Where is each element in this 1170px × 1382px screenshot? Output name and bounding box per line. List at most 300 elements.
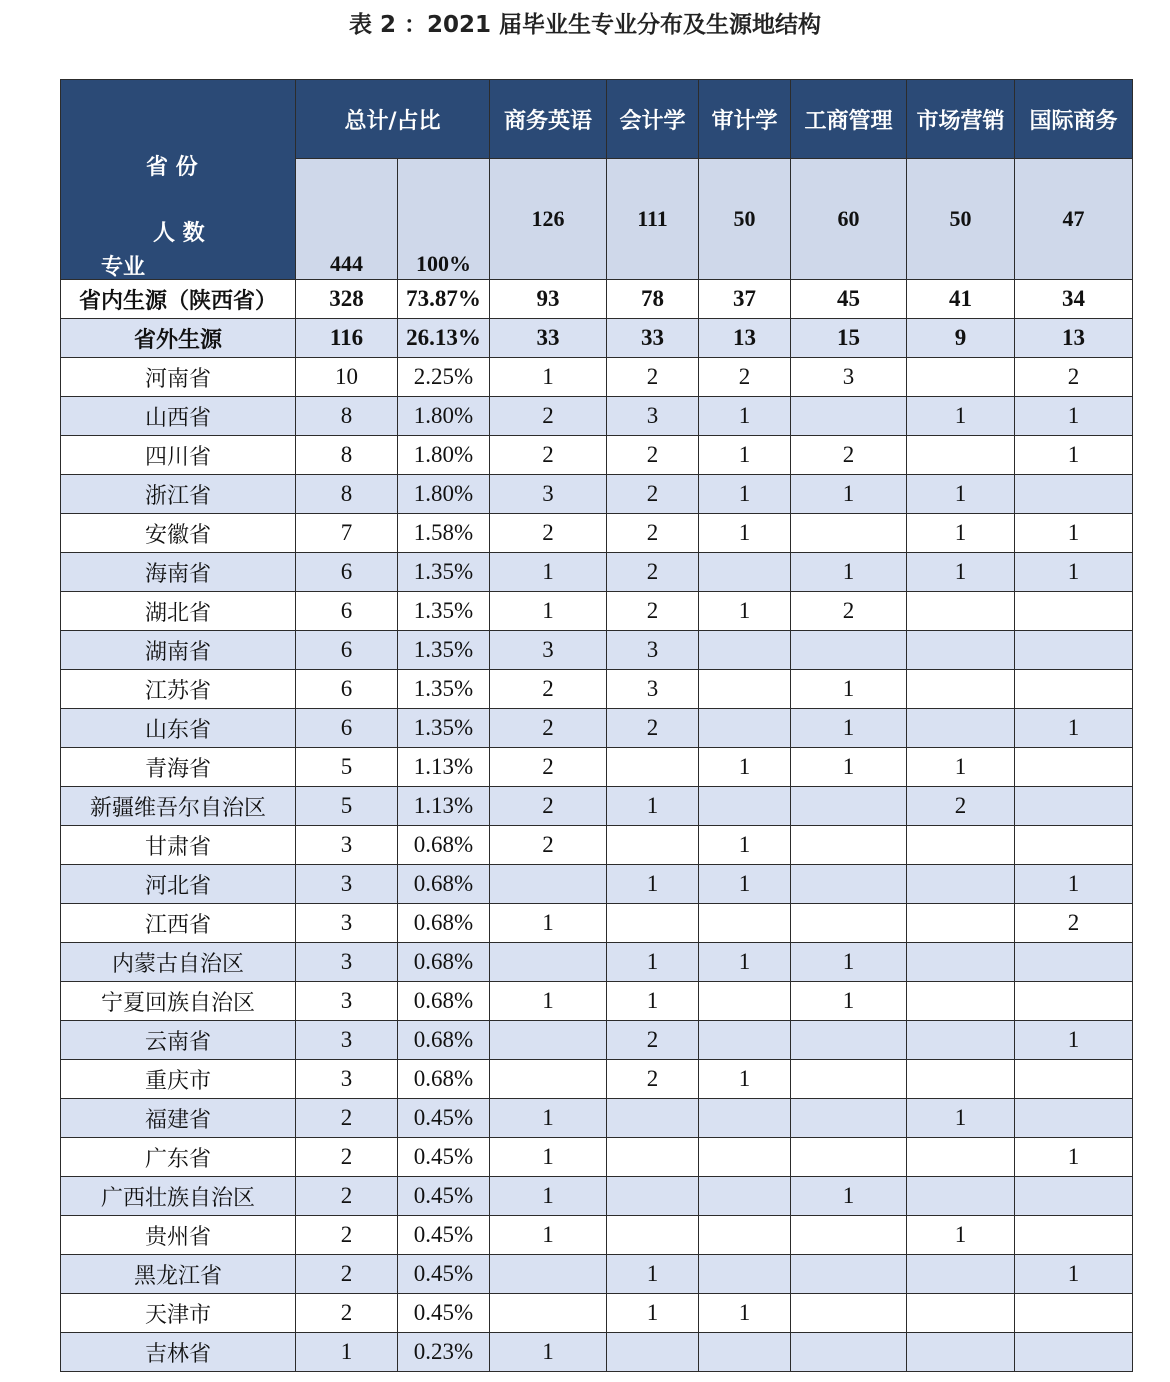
percent-cell: 0.45% (398, 1294, 490, 1333)
major-count-cell: 2 (607, 553, 699, 592)
total-cell: 2 (296, 1099, 398, 1138)
major-count-cell (791, 1138, 907, 1177)
percent-cell: 0.68% (398, 865, 490, 904)
major-count-cell: 2 (490, 670, 607, 709)
province-cell: 四川省 (61, 436, 296, 475)
major-count-cell (791, 1060, 907, 1099)
major-count-cell (490, 1255, 607, 1294)
province-cell: 省外生源 (61, 319, 296, 358)
table-row (61, 1294, 1133, 1333)
table-row (61, 982, 1133, 1021)
major-count-cell: 41 (907, 280, 1015, 319)
major-count-cell: 1 (699, 865, 791, 904)
major-count-cell (1015, 592, 1133, 631)
corner-province-label: 省 份 (146, 155, 198, 180)
major-count-cell: 33 (490, 319, 607, 358)
percent-cell: 1.35% (398, 631, 490, 670)
major-count-cell: 1 (699, 514, 791, 553)
table-row (61, 358, 1133, 397)
major-count-cell: 1 (607, 943, 699, 982)
total-cell: 328 (296, 280, 398, 319)
total-cell: 8 (296, 475, 398, 514)
major-count-cell: 93 (490, 280, 607, 319)
header-total-label: 总计/占比 (296, 80, 490, 159)
total-cell: 3 (296, 826, 398, 865)
major-count-cell (607, 1333, 699, 1372)
major-count-cell: 13 (699, 319, 791, 358)
province-cell: 安徽省 (61, 514, 296, 553)
major-count-cell: 15 (791, 319, 907, 358)
major-count-cell: 2 (490, 397, 607, 436)
major-count-cell (907, 709, 1015, 748)
major-count-cell: 2 (607, 475, 699, 514)
major-count-cell: 3 (607, 670, 699, 709)
percent-cell: 1.13% (398, 787, 490, 826)
major-count-cell: 37 (699, 280, 791, 319)
table-row (61, 943, 1133, 982)
major-count-cell: 2 (607, 1021, 699, 1060)
table-row (61, 865, 1133, 904)
major-count-cell (699, 631, 791, 670)
major-count-cell: 2 (607, 709, 699, 748)
major-count-cell: 1 (1015, 553, 1133, 592)
major-count-cell: 1 (907, 514, 1015, 553)
major-count-cell (699, 1177, 791, 1216)
major-count-cell (791, 904, 907, 943)
percent-cell: 0.45% (398, 1177, 490, 1216)
major-count-cell (699, 1099, 791, 1138)
major-count-cell (1015, 475, 1133, 514)
header-major: 商务英语 (490, 80, 607, 159)
table-row (61, 709, 1133, 748)
major-count-cell: 2 (607, 358, 699, 397)
province-cell: 湖南省 (61, 631, 296, 670)
major-count-cell (791, 787, 907, 826)
table-row (61, 319, 1133, 358)
major-count-cell: 1 (1015, 1255, 1133, 1294)
total-cell: 5 (296, 787, 398, 826)
major-count-cell: 2 (607, 592, 699, 631)
major-count-cell (699, 1255, 791, 1294)
major-count-cell: 2 (699, 358, 791, 397)
major-count-cell: 1 (490, 1216, 607, 1255)
total-cell: 1 (296, 1333, 398, 1372)
total-cell: 3 (296, 865, 398, 904)
total-cell: 8 (296, 397, 398, 436)
total-cell: 10 (296, 358, 398, 397)
province-cell: 湖北省 (61, 592, 296, 631)
total-cell: 6 (296, 709, 398, 748)
province-cell: 重庆市 (61, 1060, 296, 1099)
province-cell: 新疆维吾尔自治区 (61, 787, 296, 826)
major-count-cell (699, 1333, 791, 1372)
header-major: 国际商务 (1015, 80, 1133, 159)
major-count-cell: 1 (791, 475, 907, 514)
major-count-cell: 1 (1015, 514, 1133, 553)
province-cell: 云南省 (61, 1021, 296, 1060)
major-count-cell: 1 (490, 358, 607, 397)
major-count-cell (490, 1294, 607, 1333)
major-count-cell: 1 (699, 826, 791, 865)
major-count-cell (607, 1099, 699, 1138)
header-corner-cell (61, 80, 296, 280)
major-count-cell: 45 (791, 280, 907, 319)
province-cell: 宁夏回族自治区 (61, 982, 296, 1021)
major-count-cell (907, 436, 1015, 475)
province-cell: 江西省 (61, 904, 296, 943)
major-count-cell: 1 (1015, 436, 1133, 475)
major-count-cell: 1 (791, 748, 907, 787)
major-count-cell (907, 904, 1015, 943)
major-count-cell (699, 709, 791, 748)
percent-cell: 1.35% (398, 709, 490, 748)
header-major-total: 50 (699, 159, 791, 280)
major-count-cell (699, 1138, 791, 1177)
major-count-cell: 1 (907, 475, 1015, 514)
major-count-cell (699, 904, 791, 943)
percent-cell: 0.45% (398, 1099, 490, 1138)
percent-cell: 1.80% (398, 436, 490, 475)
major-count-cell: 2 (490, 514, 607, 553)
major-count-cell: 1 (607, 982, 699, 1021)
major-count-cell: 1 (490, 904, 607, 943)
major-count-cell: 1 (699, 1294, 791, 1333)
major-count-cell: 3 (791, 358, 907, 397)
province-cell: 浙江省 (61, 475, 296, 514)
major-count-cell (607, 1216, 699, 1255)
corner-major-label: 专业 (101, 255, 146, 280)
major-count-cell (791, 826, 907, 865)
table-row (61, 1099, 1133, 1138)
major-count-cell: 1 (791, 670, 907, 709)
major-count-cell (791, 1333, 907, 1372)
province-cell: 河北省 (61, 865, 296, 904)
percent-cell: 0.45% (398, 1216, 490, 1255)
major-count-cell: 1 (791, 553, 907, 592)
province-cell: 江苏省 (61, 670, 296, 709)
province-cell: 黑龙江省 (61, 1255, 296, 1294)
major-count-cell: 1 (607, 1294, 699, 1333)
major-count-cell (907, 1255, 1015, 1294)
major-count-cell: 2 (490, 826, 607, 865)
major-count-cell (490, 1021, 607, 1060)
header-major: 审计学 (699, 80, 791, 159)
major-count-cell (607, 1177, 699, 1216)
major-count-cell (607, 1138, 699, 1177)
major-count-cell (699, 787, 791, 826)
total-cell: 2 (296, 1177, 398, 1216)
major-count-cell (607, 904, 699, 943)
table-row (61, 787, 1133, 826)
table-row (61, 1021, 1133, 1060)
major-count-cell: 1 (607, 787, 699, 826)
major-count-cell: 1 (490, 553, 607, 592)
major-count-cell (699, 1216, 791, 1255)
table-row (61, 826, 1133, 865)
major-count-cell (907, 826, 1015, 865)
percent-cell: 0.68% (398, 1060, 490, 1099)
major-count-cell: 2 (1015, 358, 1133, 397)
total-cell: 3 (296, 904, 398, 943)
percent-cell: 1.80% (398, 475, 490, 514)
major-count-cell: 1 (607, 1255, 699, 1294)
major-count-cell (490, 865, 607, 904)
major-count-cell (907, 631, 1015, 670)
major-count-cell: 1 (490, 1177, 607, 1216)
major-count-cell: 2 (907, 787, 1015, 826)
total-cell: 116 (296, 319, 398, 358)
percent-cell: 0.68% (398, 1021, 490, 1060)
header-total-count: 444 (296, 159, 398, 280)
province-cell: 广西壮族自治区 (61, 1177, 296, 1216)
table-row (61, 1255, 1133, 1294)
total-cell: 6 (296, 670, 398, 709)
major-count-cell (1015, 943, 1133, 982)
table-row (61, 1060, 1133, 1099)
province-cell: 山东省 (61, 709, 296, 748)
province-cell: 吉林省 (61, 1333, 296, 1372)
major-count-cell: 1 (791, 1177, 907, 1216)
major-count-cell: 1 (490, 1333, 607, 1372)
percent-cell: 1.35% (398, 670, 490, 709)
total-cell: 7 (296, 514, 398, 553)
table-row (61, 1177, 1133, 1216)
major-count-cell (907, 592, 1015, 631)
major-count-cell: 1 (490, 982, 607, 1021)
total-cell: 5 (296, 748, 398, 787)
percent-cell: 26.13% (398, 319, 490, 358)
major-count-cell: 1 (907, 1216, 1015, 1255)
major-count-cell: 9 (907, 319, 1015, 358)
major-count-cell: 1 (699, 397, 791, 436)
percent-cell: 0.45% (398, 1255, 490, 1294)
province-cell: 福建省 (61, 1099, 296, 1138)
major-count-cell: 1 (490, 1099, 607, 1138)
total-cell: 2 (296, 1255, 398, 1294)
percent-cell: 73.87% (398, 280, 490, 319)
corner-count-label: 人 数 (153, 221, 205, 246)
header-major-total: 60 (791, 159, 907, 280)
major-count-cell: 2 (490, 748, 607, 787)
percent-cell: 1.80% (398, 397, 490, 436)
major-count-cell (1015, 982, 1133, 1021)
table-row (61, 748, 1133, 787)
table-row (61, 592, 1133, 631)
major-count-cell: 3 (490, 475, 607, 514)
province-cell: 省内生源（陕西省） (61, 280, 296, 319)
table-row (61, 904, 1133, 943)
major-count-cell (1015, 1099, 1133, 1138)
major-count-cell (1015, 826, 1133, 865)
major-count-cell: 2 (490, 709, 607, 748)
major-count-cell (699, 1021, 791, 1060)
province-cell: 广东省 (61, 1138, 296, 1177)
total-cell: 3 (296, 1021, 398, 1060)
major-count-cell (607, 826, 699, 865)
major-count-cell: 2 (791, 436, 907, 475)
percent-cell: 0.45% (398, 1138, 490, 1177)
major-count-cell: 1 (490, 592, 607, 631)
major-count-cell (1015, 631, 1133, 670)
major-count-cell: 1 (699, 592, 791, 631)
total-cell: 8 (296, 436, 398, 475)
major-count-cell (1015, 748, 1133, 787)
percent-cell: 1.58% (398, 514, 490, 553)
header-major-total: 111 (607, 159, 699, 280)
table-row (61, 1216, 1133, 1255)
total-cell: 6 (296, 553, 398, 592)
table-row (61, 436, 1133, 475)
major-count-cell: 1 (907, 748, 1015, 787)
major-count-cell (907, 1138, 1015, 1177)
major-count-cell: 1 (907, 553, 1015, 592)
total-cell: 2 (296, 1294, 398, 1333)
header-major: 工商管理 (791, 80, 907, 159)
major-count-cell: 1 (1015, 397, 1133, 436)
major-count-cell: 1 (1015, 1138, 1133, 1177)
total-cell: 3 (296, 943, 398, 982)
province-cell: 海南省 (61, 553, 296, 592)
major-count-cell (907, 1060, 1015, 1099)
total-cell: 2 (296, 1138, 398, 1177)
header-major: 市场营销 (907, 80, 1015, 159)
table-row (61, 514, 1133, 553)
table-row (61, 475, 1133, 514)
province-cell: 青海省 (61, 748, 296, 787)
header-major-total: 50 (907, 159, 1015, 280)
major-count-cell (607, 748, 699, 787)
major-count-cell (699, 553, 791, 592)
table-row (61, 397, 1133, 436)
major-count-cell (791, 865, 907, 904)
percent-cell: 0.68% (398, 904, 490, 943)
major-count-cell (791, 1021, 907, 1060)
major-count-cell: 13 (1015, 319, 1133, 358)
major-count-cell: 3 (607, 397, 699, 436)
major-count-cell: 33 (607, 319, 699, 358)
percent-cell: 2.25% (398, 358, 490, 397)
major-count-cell: 1 (607, 865, 699, 904)
major-count-cell (907, 670, 1015, 709)
percent-cell: 0.68% (398, 943, 490, 982)
major-count-cell: 1 (699, 943, 791, 982)
total-cell: 6 (296, 592, 398, 631)
percent-cell: 1.13% (398, 748, 490, 787)
major-count-cell: 3 (490, 631, 607, 670)
province-cell: 河南省 (61, 358, 296, 397)
major-count-cell (791, 1294, 907, 1333)
major-count-cell: 1 (699, 1060, 791, 1099)
distribution-table (60, 79, 1133, 1372)
major-count-cell (1015, 787, 1133, 826)
major-count-cell: 2 (1015, 904, 1133, 943)
major-count-cell (1015, 1294, 1133, 1333)
major-count-cell: 3 (607, 631, 699, 670)
major-count-cell: 1 (791, 943, 907, 982)
percent-cell: 1.35% (398, 592, 490, 631)
header-total-pct: 100% (398, 159, 490, 280)
major-count-cell (791, 397, 907, 436)
major-count-cell (791, 1216, 907, 1255)
major-count-cell: 1 (791, 982, 907, 1021)
major-count-cell (791, 1099, 907, 1138)
major-count-cell (1015, 1333, 1133, 1372)
major-count-cell (907, 943, 1015, 982)
major-count-cell (791, 631, 907, 670)
province-cell: 贵州省 (61, 1216, 296, 1255)
table-row (61, 553, 1133, 592)
major-count-cell (907, 1333, 1015, 1372)
header-major-total: 47 (1015, 159, 1133, 280)
major-count-cell (907, 1021, 1015, 1060)
major-count-cell (907, 358, 1015, 397)
total-cell: 2 (296, 1216, 398, 1255)
major-count-cell: 1 (699, 436, 791, 475)
major-count-cell: 1 (699, 748, 791, 787)
total-cell: 3 (296, 982, 398, 1021)
major-count-cell (791, 1255, 907, 1294)
major-count-cell (907, 1294, 1015, 1333)
percent-cell: 0.68% (398, 982, 490, 1021)
major-count-cell: 2 (791, 592, 907, 631)
major-count-cell: 2 (607, 514, 699, 553)
major-count-cell: 1 (791, 709, 907, 748)
total-cell: 3 (296, 1060, 398, 1099)
table-row (61, 1333, 1133, 1372)
major-count-cell (907, 1177, 1015, 1216)
percent-cell: 0.68% (398, 826, 490, 865)
major-count-cell: 2 (490, 436, 607, 475)
table-row (61, 670, 1133, 709)
table-row (61, 280, 1133, 319)
major-count-cell: 1 (1015, 709, 1133, 748)
major-count-cell: 2 (607, 1060, 699, 1099)
major-count-cell (490, 1060, 607, 1099)
province-cell: 内蒙古自治区 (61, 943, 296, 982)
header-major-total: 126 (490, 159, 607, 280)
major-count-cell: 1 (699, 475, 791, 514)
major-count-cell (1015, 1060, 1133, 1099)
province-cell: 甘肃省 (61, 826, 296, 865)
percent-cell: 1.35% (398, 553, 490, 592)
major-count-cell: 1 (1015, 1021, 1133, 1060)
major-count-cell: 1 (907, 1099, 1015, 1138)
province-cell: 山西省 (61, 397, 296, 436)
major-count-cell (1015, 670, 1133, 709)
major-count-cell: 78 (607, 280, 699, 319)
table-title: 表 2 ：2021 届毕业生专业分布及生源地结构 (348, 12, 822, 38)
table-row (61, 631, 1133, 670)
total-cell: 6 (296, 631, 398, 670)
table-row (61, 1138, 1133, 1177)
major-count-cell (699, 670, 791, 709)
major-count-cell (907, 865, 1015, 904)
major-count-cell (1015, 1177, 1133, 1216)
major-count-cell: 1 (907, 397, 1015, 436)
major-count-cell: 1 (490, 1138, 607, 1177)
percent-cell: 0.23% (398, 1333, 490, 1372)
major-count-cell: 1 (1015, 865, 1133, 904)
major-count-cell (699, 982, 791, 1021)
major-count-cell (791, 514, 907, 553)
major-count-cell: 2 (490, 787, 607, 826)
major-count-cell (1015, 1216, 1133, 1255)
major-count-cell (907, 982, 1015, 1021)
header-major: 会计学 (607, 80, 699, 159)
major-count-cell: 2 (607, 436, 699, 475)
province-cell: 天津市 (61, 1294, 296, 1333)
major-count-cell (490, 943, 607, 982)
